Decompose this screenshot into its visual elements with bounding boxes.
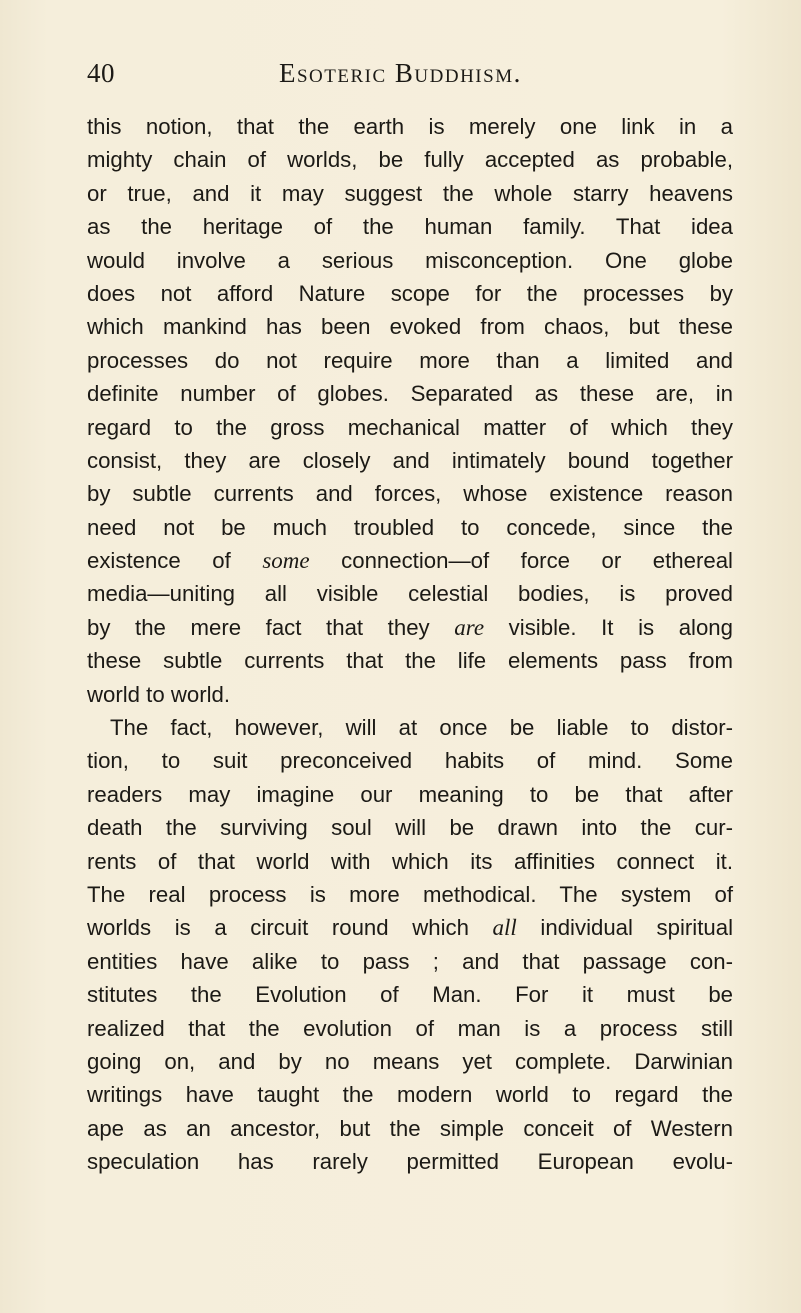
text-line: these subtle currents that the life elements pass from	[87, 648, 733, 674]
page-header	[87, 58, 717, 98]
text-line: would involve a serious misconception. One globe	[87, 247, 733, 273]
text-line: death the surviving soul will be drawn into the cur-	[87, 815, 733, 841]
text-line: The real process is more methodical. The system of	[87, 881, 733, 907]
text-line: which mankind has been evoked from chaos, but these	[87, 314, 733, 340]
text-line	[87, 544, 733, 577]
text-line: consist, they are closely and intimately bound together	[87, 447, 733, 473]
text-line: rents of that world with which its affinities connect it.	[87, 848, 733, 874]
text-line: this notion, that the earth is merely one link in a	[87, 114, 733, 139]
text-line: definite number of globes. Separated as these are, in	[87, 381, 733, 407]
text-line: entities have alike to pass ; and that passage con-	[87, 948, 733, 974]
text-line: world to world.	[87, 681, 231, 707]
text-line: tion, to suit preconceived habits of mind. Some	[87, 748, 733, 774]
text-line: regard to the gross mechanical matter of which they	[87, 414, 733, 440]
text-segment: by the mere fact that they	[87, 614, 455, 640]
text-line: mighty chain of worlds, be fully accepted as probable,	[87, 147, 733, 173]
text-line: or true, and it may suggest the whole starry heavens	[87, 180, 733, 206]
text-line: speculation has rarely permitted European evolu-	[87, 1149, 733, 1175]
body-text	[87, 110, 733, 1179]
text-line: readers may imagine our meaning to be that after	[87, 781, 733, 807]
text-line: by subtle currents and forces, whose existence reason	[87, 481, 733, 507]
text-line: writings have taught the modern world to regard the	[87, 1082, 733, 1108]
italic-word: all	[492, 915, 517, 941]
text-line: does not afford Nature scope for the processes by	[87, 280, 733, 306]
text-line: processes do not require more than a limited and	[87, 347, 733, 373]
text-line: realized that the evolution of man is a process still	[87, 1015, 733, 1041]
text-line: The fact, however, will at once be liable to distor-	[110, 715, 733, 741]
italic-word: are	[454, 614, 485, 640]
text-line: ape as an ancestor, but the simple conceit of Western	[87, 1115, 733, 1141]
text-line: media—uniting all visible celestial bodies, is proved	[87, 581, 733, 607]
running-head: Esoteric Buddhism.	[279, 58, 522, 88]
text-line	[87, 611, 733, 644]
text-line: stitutes the Evolution of Man. For it must be	[87, 982, 733, 1008]
text-line	[87, 911, 733, 944]
italic-word: some	[262, 548, 310, 574]
text-segment: existence of	[87, 548, 263, 574]
text-line: going on, and by no means yet complete. Darwinian	[87, 1048, 733, 1074]
text-segment: connection—of force or ethereal	[309, 548, 733, 574]
page-number: 40	[87, 58, 115, 88]
text-line: need not be much troubled to concede, since the	[87, 514, 733, 540]
text-segment: visible. It is along	[484, 614, 733, 640]
text-segment: worlds is a circuit round which	[87, 915, 493, 941]
text-line: as the heritage of the human family. That idea	[87, 214, 733, 240]
text-segment: individual spiritual	[516, 915, 734, 941]
